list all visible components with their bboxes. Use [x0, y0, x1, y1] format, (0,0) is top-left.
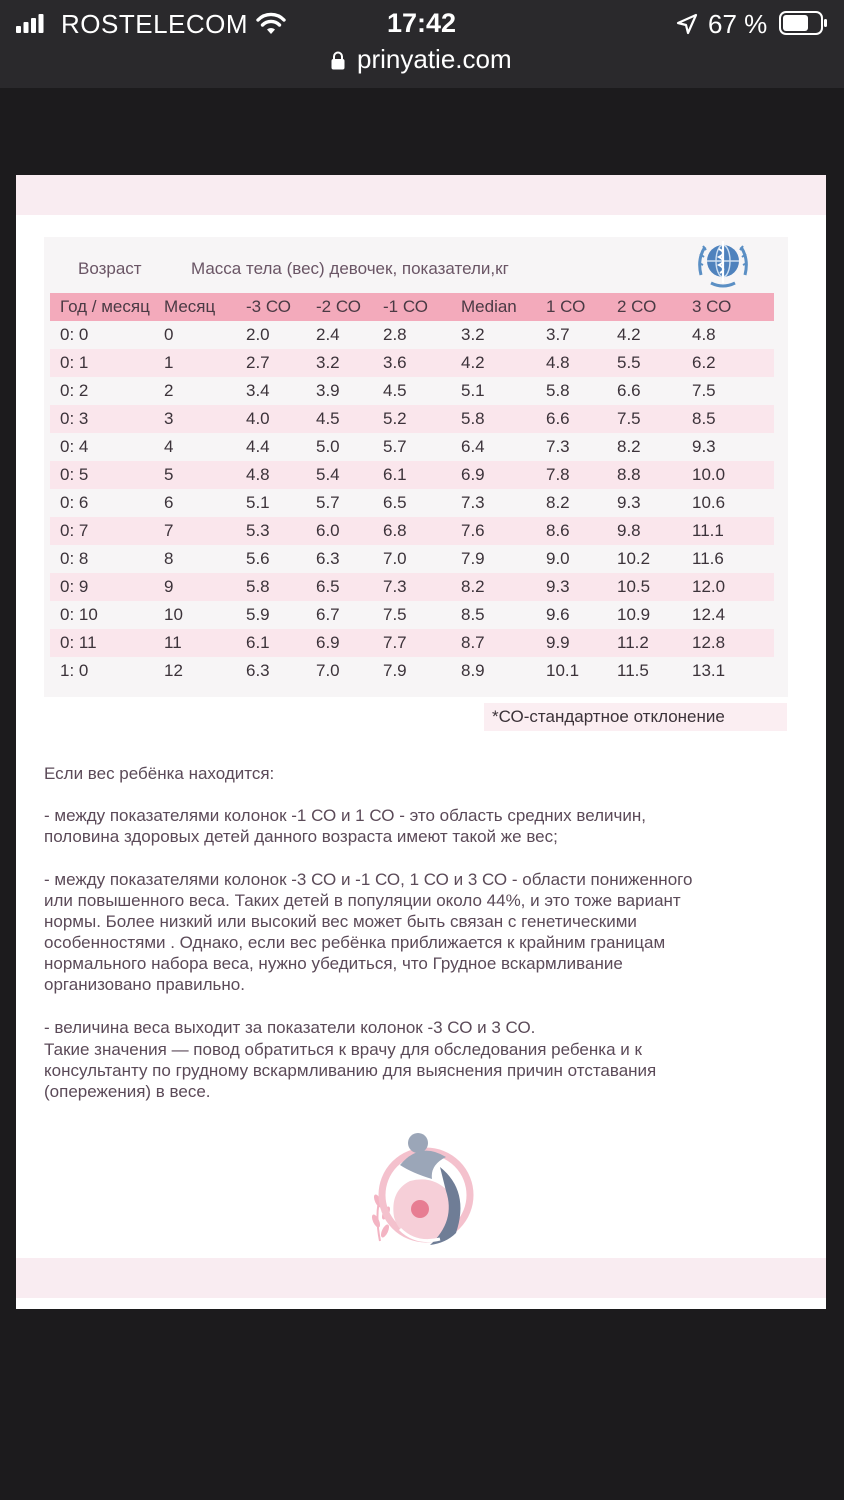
- cell-col-minus1: 5.2: [383, 409, 407, 428]
- cell-col-plus1: 9.0: [546, 549, 570, 568]
- cell-col-month: 0: [164, 325, 174, 344]
- cell-col-plus2: 9.8: [617, 521, 641, 540]
- table-header-row: [50, 293, 774, 321]
- header-col-minus1: -1 СО: [383, 297, 428, 316]
- battery-icon: [779, 11, 829, 35]
- cell-col-plus1: 3.7: [546, 325, 570, 344]
- cell-col-plus2: 7.5: [617, 409, 641, 428]
- cell-col-plus2: 11.5: [617, 661, 649, 680]
- cell-col-plus1: 9.3: [546, 577, 570, 596]
- cell-col-month: 4: [164, 437, 174, 456]
- cell-col-minus3: 2.0: [246, 325, 270, 344]
- cell-col-age: 0: 5: [60, 465, 89, 484]
- paragraph-2-line-4: особенностями . Однако, если вес ребёнка приближается к крайним границам: [44, 933, 666, 952]
- table-row: [50, 321, 774, 349]
- cell-col-median: 6.4: [461, 437, 485, 456]
- status-bar: [0, 0, 844, 88]
- signal-icon: [16, 13, 44, 33]
- cell-col-plus1: 9.6: [546, 605, 570, 624]
- cell-col-median: 4.2: [461, 353, 485, 372]
- paragraph-1-line-1: - между показателями колонок -1 СО и 1 СО - это область средних величин,: [44, 806, 646, 825]
- cell-col-plus2: 6.6: [617, 381, 641, 400]
- cell-col-minus3: 3.4: [246, 381, 270, 400]
- cell-col-plus3: 9.3: [692, 437, 716, 456]
- cell-col-minus2: 6.3: [316, 549, 340, 568]
- cell-col-plus3: 7.5: [692, 381, 716, 400]
- cell-col-minus1: 5.7: [383, 437, 407, 456]
- cell-col-month: 7: [164, 521, 174, 540]
- cell-col-plus1: 8.2: [546, 493, 570, 512]
- cell-col-plus2: 10.9: [617, 605, 651, 624]
- cell-col-median: 7.9: [461, 549, 485, 568]
- cell-col-plus1: 6.6: [546, 409, 570, 428]
- cell-col-minus2: 3.2: [316, 353, 340, 372]
- paragraph-3-line-4: (опережения) в весе.: [44, 1082, 211, 1101]
- paragraph-3-line-3: консультанту по грудному вскармливанию для выяснения причин отставания: [44, 1061, 657, 1080]
- cell-col-median: 5.8: [461, 409, 485, 428]
- cell-col-age: 0: 3: [60, 409, 89, 428]
- location-arrow-icon: [676, 13, 698, 35]
- battery-percent: 67 %: [708, 9, 768, 39]
- cell-col-month: 11: [164, 633, 182, 652]
- cell-col-median: 3.2: [461, 325, 485, 344]
- lock-icon: [331, 51, 345, 70]
- cell-col-plus3: 4.8: [692, 325, 716, 344]
- cell-col-minus3: 6.1: [246, 633, 270, 652]
- table-row: [50, 573, 774, 601]
- cell-col-minus1: 7.5: [383, 605, 407, 624]
- cell-col-minus2: 7.0: [316, 661, 340, 680]
- cell-col-plus2: 11.2: [617, 633, 649, 652]
- cell-col-plus2: 10.2: [617, 549, 651, 568]
- header-col-age: Год / месяц: [60, 297, 150, 316]
- header-col-median: Median: [461, 297, 517, 316]
- cell-col-minus3: 6.3: [246, 661, 270, 680]
- cell-col-minus2: 5.4: [316, 465, 340, 484]
- cell-col-minus3: 5.3: [246, 521, 270, 540]
- table-row: [50, 545, 774, 573]
- cell-col-plus1: 4.8: [546, 353, 570, 372]
- cell-col-minus2: 6.0: [316, 521, 340, 540]
- cell-col-plus1: 9.9: [546, 633, 570, 652]
- cell-col-month: 8: [164, 549, 174, 568]
- table-row: [50, 377, 774, 405]
- cell-col-age: 0: 4: [60, 437, 89, 456]
- cell-col-minus2: 6.9: [316, 633, 340, 652]
- cell-col-minus1: 6.5: [383, 493, 407, 512]
- cell-col-minus2: 5.7: [316, 493, 340, 512]
- address-bar-url[interactable]: prinyatie.com: [357, 44, 512, 74]
- cell-col-minus1: 6.8: [383, 521, 407, 540]
- cell-col-minus3: 4.0: [246, 409, 270, 428]
- cell-col-plus3: 13.1: [692, 661, 726, 680]
- cell-col-age: 0: 0: [60, 325, 89, 344]
- paragraph-3-line-2: Такие значения — повод обратиться к врачу для обследования ребенка и к: [44, 1040, 642, 1059]
- cell-col-month: 9: [164, 577, 174, 596]
- cell-col-median: 8.9: [461, 661, 485, 680]
- cell-col-minus2: 6.5: [316, 577, 340, 596]
- top-pink-band: [16, 175, 826, 215]
- cell-col-minus1: 7.3: [383, 577, 407, 596]
- cell-col-minus3: 4.4: [246, 437, 270, 456]
- cell-col-minus1: 2.8: [383, 325, 407, 344]
- cell-col-median: 5.1: [461, 381, 485, 400]
- header-col-month: Месяц: [164, 297, 216, 316]
- weight-table: [50, 293, 774, 685]
- cell-col-plus1: 7.8: [546, 465, 570, 484]
- paragraph-2-line-5: нормального набора веса, нужно убедиться, что Грудное вскармливание: [44, 954, 623, 973]
- cell-col-plus2: 8.2: [617, 437, 641, 456]
- cell-col-minus2: 2.4: [316, 325, 340, 344]
- cell-col-month: 5: [164, 465, 174, 484]
- sd-footnote: *СО-стандартное отклонение: [484, 703, 787, 731]
- cell-col-plus3: 6.2: [692, 353, 716, 372]
- cell-col-minus1: 7.9: [383, 661, 407, 680]
- cell-col-median: 7.6: [461, 521, 485, 540]
- cell-col-plus2: 5.5: [617, 353, 641, 372]
- cell-col-plus3: 10.6: [692, 493, 726, 512]
- header-col-plus2: 2 СО: [617, 297, 657, 316]
- cell-col-plus1: 5.8: [546, 381, 570, 400]
- clock: 17:42: [387, 8, 457, 38]
- paragraph-3-line-1: - величина веса выходит за показатели колонок -3 СО и 3 СО.: [44, 1018, 536, 1037]
- cell-col-plus3: 10.0: [692, 465, 726, 484]
- cell-col-month: 3: [164, 409, 174, 428]
- cell-col-minus2: 6.7: [316, 605, 340, 624]
- cell-col-minus3: 5.6: [246, 549, 270, 568]
- cell-col-plus3: 11.6: [692, 549, 724, 568]
- paragraph-1-line-2: половина здоровых детей данного возраста имеют такой же вес;: [44, 827, 558, 846]
- cell-col-age: 0: 6: [60, 493, 89, 512]
- cell-col-minus2: 4.5: [316, 409, 340, 428]
- cell-col-age: 0: 7: [60, 521, 89, 540]
- header-col-minus2: -2 СО: [316, 297, 361, 316]
- cell-col-plus3: 12.4: [692, 605, 726, 624]
- wifi-icon: [256, 12, 286, 36]
- cell-col-age: 0: 9: [60, 577, 89, 596]
- cell-col-age: 0: 2: [60, 381, 89, 400]
- cell-col-minus3: 5.9: [246, 605, 270, 624]
- cell-col-minus3: 5.8: [246, 577, 270, 596]
- cell-col-minus2: 5.0: [316, 437, 340, 456]
- paragraph-2-line-2: или повышенного веса. Таких детей в популяции около 44%, и это тоже вариант: [44, 891, 681, 910]
- mother-child-logo: [360, 1121, 486, 1255]
- table-title: Масса тела (вес) девочек, показатели,кг: [191, 259, 509, 278]
- cell-col-minus1: 3.6: [383, 353, 407, 372]
- paragraph-2-line-3: нормы. Более низкий или высокий вес может быть связан с генетическими: [44, 912, 637, 931]
- cell-col-plus1: 8.6: [546, 521, 570, 540]
- cell-col-month: 6: [164, 493, 174, 512]
- cell-col-plus3: 8.5: [692, 409, 716, 428]
- cell-col-plus1: 7.3: [546, 437, 570, 456]
- cell-col-plus3: 11.1: [692, 521, 724, 540]
- cell-col-month: 2: [164, 381, 174, 400]
- carrier-name: ROSTELECOM: [61, 9, 249, 39]
- cell-col-minus2: 3.9: [316, 381, 340, 400]
- cell-col-minus3: 5.1: [246, 493, 270, 512]
- age-header-label: Возраст: [78, 259, 142, 278]
- cell-col-minus1: 6.1: [383, 465, 407, 484]
- table-row: [50, 657, 774, 685]
- cell-col-minus3: 4.8: [246, 465, 270, 484]
- table-row: [50, 433, 774, 461]
- cell-col-age: 0: 11: [60, 633, 97, 652]
- table-row: [50, 629, 774, 657]
- page-image-card: [16, 175, 826, 1309]
- header-col-plus3: 3 СО: [692, 297, 732, 316]
- cell-col-plus1: 10.1: [546, 661, 580, 680]
- cell-col-median: 7.3: [461, 493, 485, 512]
- cell-col-plus3: 12.8: [692, 633, 726, 652]
- cell-col-median: 8.2: [461, 577, 485, 596]
- header-col-minus3: -3 СО: [246, 297, 291, 316]
- cell-col-month: 10: [164, 605, 183, 624]
- table-row: [50, 489, 774, 517]
- intro-text: Если вес ребёнка находится:: [44, 764, 275, 783]
- cell-col-median: 8.5: [461, 605, 485, 624]
- cell-col-minus1: 7.7: [383, 633, 407, 652]
- table-row: [50, 517, 774, 545]
- cell-col-minus1: 4.5: [383, 381, 407, 400]
- cell-col-plus2: 9.3: [617, 493, 641, 512]
- table-row: [50, 461, 774, 489]
- cell-col-median: 8.7: [461, 633, 485, 652]
- cell-col-age: 0: 8: [60, 549, 89, 568]
- cell-col-plus2: 4.2: [617, 325, 641, 344]
- cell-col-month: 12: [164, 661, 183, 680]
- cell-col-minus3: 2.7: [246, 353, 270, 372]
- paragraph-2-line-6: организовано правильно.: [44, 975, 245, 994]
- cell-col-plus2: 10.5: [617, 577, 651, 596]
- who-emblem-icon: [693, 235, 753, 291]
- cell-col-age: 0: 1: [60, 353, 89, 372]
- header-col-plus1: 1 СО: [546, 297, 586, 316]
- cell-col-median: 6.9: [461, 465, 485, 484]
- cell-col-age: 0: 10: [60, 605, 98, 624]
- bottom-pink-band: [16, 1258, 826, 1298]
- cell-col-minus1: 7.0: [383, 549, 407, 568]
- cell-col-month: 1: [164, 353, 174, 372]
- cell-col-plus3: 12.0: [692, 577, 726, 596]
- table-row: [50, 349, 774, 377]
- table-row: [50, 405, 774, 433]
- cell-col-age: 1: 0: [60, 661, 89, 680]
- table-row: [50, 601, 774, 629]
- paragraph-2-line-1: - между показателями колонок -3 СО и -1 СО, 1 СО и 3 СО - области пониженного: [44, 870, 693, 889]
- cell-col-plus2: 8.8: [617, 465, 641, 484]
